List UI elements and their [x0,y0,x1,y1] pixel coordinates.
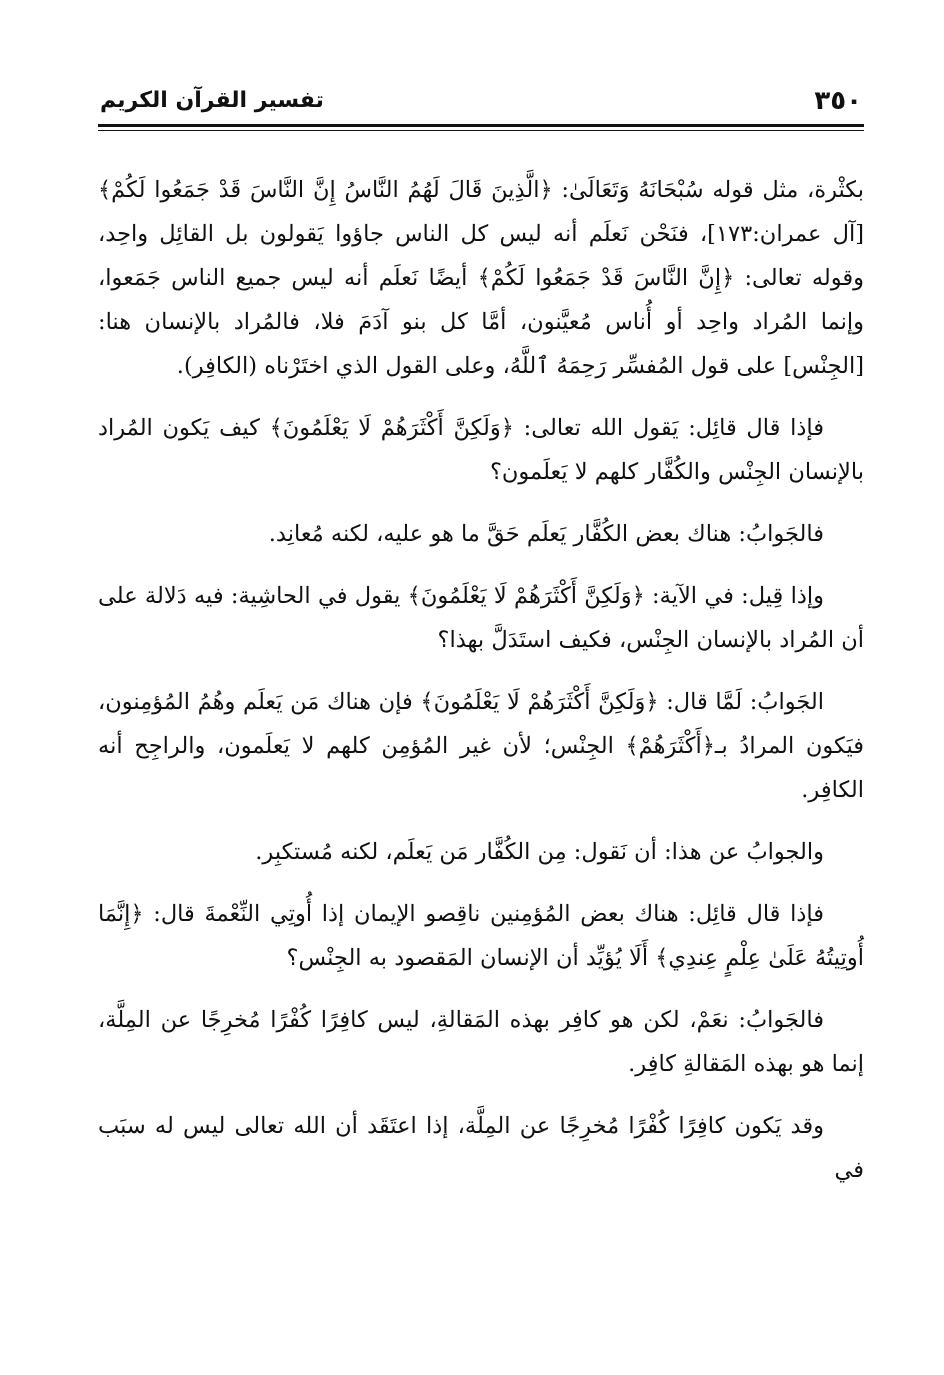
paragraph-8: فالجَوابُ: نعَمْ، لكن هو كافِر بهذه المَقالةِ، ليس كافِرًا كُفْرًا مُخرِجًا عن المِلَّة، إنما هو بهذه المَقالةِ كافِر. [98,1007,864,1077]
paragraph-6: والجوابُ عن هذا: أن نَقول: مِن الكُفَّار مَن يَعلَم، لكنه مُستكبِر. [255,839,824,865]
paragraph-9: وقد يَكون كافِرًا كُفْرًا مُخرِجًا عن المِلَّة، إذا اعتَقَد أن الله تعالى ليس له سبَب في [98,1113,864,1183]
paragraph-1: بكثْرة، مثل قوله سُبْحَانَهُ وَتَعَالَىٰ: ﴿الَّذِينَ قَالَ لَهُمُ النَّاسُ إِنَّ النَّاسَ قَدْ جَمَعُوا لَكُمْ﴾ [آل عمران:١٧٣]، فنَحْن نَعلَم أنه ليس كل الناس جاؤوا يَقولون بل القائِل واحِد، وقوله تعالى: ﴿إِنَّ النَّاسَ قَدْ جَمَعُوا لَكُمْ﴾ أيضًا نَعلَم أنه ليس جميع الناس جَمَعوا، وإنما المُراد واحِد أو أُناس مُعيَّنون، أمَّا كل بنو آدَمَ فلا، فالمُراد بالإنسان هنا: [الجِنْس] على قول المُفسِّر رَحِمَهُ ٱللَّهُ، وعلى القول الذي اختَرْناه (الكافِر). [98,177,865,379]
running-title: تفسير القرآن الكريم [100,88,324,113]
page-header [98,84,864,122]
header-rule [98,124,864,127]
paragraph-5: الجَوابُ: لَمَّا قال: ﴿وَلَكِنَّ أَكْثَرَهُمْ لَا يَعْلَمُونَ﴾ فإن هناك مَن يَعلَم وهُمُ المُؤمِنون، فيَكون المرادُ بـ﴿أَكْثَرَهُمْ﴾ الجِنْس؛ لأن غير المُؤمِن كلهم لا يَعلَمون، والراجِح أنه الكافِر. [98,689,864,803]
paragraph-3: فالجَوابُ: هناك بعض الكُفَّار يَعلَم حَقَّ ما هو عليه، لكنه مُعانِد. [268,521,824,547]
page-number: ٣٥٠ [814,86,862,116]
body-text [98,168,864,1210]
paragraph-7: فإذا قال قائِل: هناك بعض المُؤمِنين ناقِصو الإيمان إذا أُوتِي النِّعْمةَ قال: ﴿إِنَّمَا أُوتِيتُهُ عَلَىٰ عِلْمٍ عِندِي﴾ أَلَا يُؤيِّد أن الإنسان المَقصود به الجِنْس؟ [98,901,864,971]
header-rule-thin [98,130,864,131]
paragraph-4: وإذا قِيل: في الآية: ﴿وَلَكِنَّ أَكْثَرَهُمْ لَا يَعْلَمُونَ﴾ يقول في الحاشِية: فيه دَلالة على أن المُراد بالإنسان الجِنْس، فكيف استَدَلَّ بهذا؟ [98,583,864,653]
paragraph-2: فإذا قال قائِل: يَقول الله تعالى: ﴿وَلَكِنَّ أَكْثَرَهُمْ لَا يَعْلَمُونَ﴾ كيف يَكون المُراد بالإنسان الجِنْس والكُفَّار كلهم لا يَعلَمون؟ [98,415,864,485]
